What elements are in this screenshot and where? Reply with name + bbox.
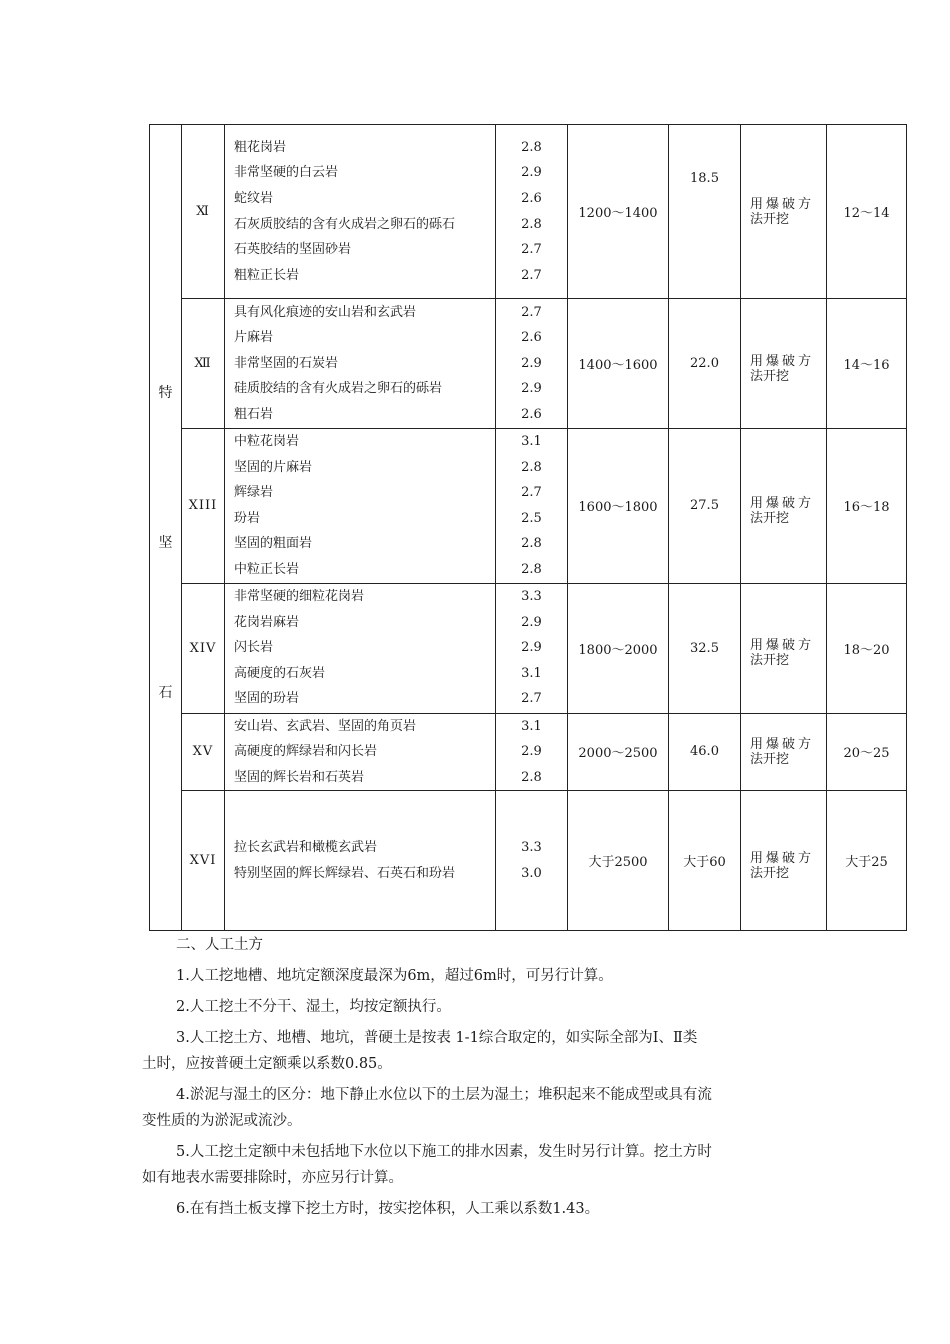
table-row — [150, 583, 907, 713]
strength-cell: 2000～2500 — [568, 713, 669, 791]
density-value: 2.6 — [521, 406, 542, 422]
density-cell — [496, 299, 568, 429]
density-value: 3.3 — [521, 840, 542, 856]
method-line: 法开挖 — [750, 865, 790, 881]
density-value: 2.7 — [521, 485, 542, 501]
category-char: 特 — [158, 384, 173, 401]
paragraph: 3.人工挖土方、地槽、地坑，普硬土是按表 1-1综合取定的，如实际全部为Ⅰ、Ⅱ类 — [176, 1030, 698, 1046]
table-row — [150, 429, 907, 584]
density-cell — [496, 713, 568, 791]
drill-cell: 27.5 — [669, 429, 741, 584]
paragraph: 变性质的为淤泥或流沙。 — [142, 1113, 302, 1129]
method-line: 法开挖 — [750, 751, 790, 767]
table-row — [150, 125, 907, 299]
rock-names-cell — [225, 791, 496, 931]
rock-names-cell — [225, 299, 496, 429]
method-cell — [741, 429, 827, 584]
method-line: 用爆破方 — [750, 638, 815, 654]
paragraph: 2.人工挖土不分干、湿土，均按定额执行。 — [176, 999, 451, 1015]
density-value: 2.6 — [521, 330, 542, 346]
drill-cell: 大于60 — [669, 791, 741, 931]
rock-name: 坚固的粗面岩 — [234, 536, 313, 552]
category-char: 石 — [158, 684, 173, 701]
grade-cell: XVI — [182, 791, 225, 931]
rock-name: 非常坚硬的白云岩 — [234, 165, 339, 181]
paragraph: 土时，应按普硬土定额乘以系数0.85。 — [142, 1056, 392, 1072]
method-line: 法开挖 — [750, 653, 790, 669]
strength-cell: 大于2500 — [568, 791, 669, 931]
rock-name: 高硬度的辉绿岩和闪长岩 — [234, 744, 378, 760]
drill-cell: 22.0 — [669, 299, 741, 429]
rock-name: 坚固的玢岩 — [234, 691, 300, 707]
density-value: 2.7 — [521, 267, 542, 283]
rock-name: 辉绿岩 — [234, 485, 274, 501]
density-value: 2.9 — [521, 381, 542, 397]
strength-cell: 1200～1400 — [568, 125, 669, 299]
density-value: 2.8 — [521, 459, 542, 475]
density-cell — [496, 125, 568, 299]
density-value: 2.7 — [521, 691, 542, 707]
rock-name: 蛇纹岩 — [234, 190, 274, 206]
paragraph: 4.淤泥与湿土的区分：地下静止水位以下的土层为湿土；堆积起来不能成型或具有流 — [176, 1087, 712, 1103]
method-line: 法开挖 — [750, 368, 790, 384]
rock-name: 玢岩 — [234, 510, 261, 526]
coefficient-cell: 18～20 — [827, 583, 907, 713]
density-value: 2.7 — [521, 304, 542, 320]
rock-name: 非常坚硬的细粒花岗岩 — [234, 589, 365, 605]
density-value: 2.9 — [521, 744, 542, 760]
density-value: 3.3 — [521, 589, 542, 605]
drill-cell: 32.5 — [669, 583, 741, 713]
coefficient-cell: 16～18 — [827, 429, 907, 584]
drill-cell: 46.0 — [669, 713, 741, 791]
coefficient-cell: 20～25 — [827, 713, 907, 791]
rock-name: 粗石岩 — [234, 406, 274, 422]
strength-cell: 1600～1800 — [568, 429, 669, 584]
rock-name: 花岗岩麻岩 — [234, 614, 300, 630]
rock-names-cell — [225, 583, 496, 713]
density-cell — [496, 583, 568, 713]
method-line: 用爆破方 — [750, 196, 815, 212]
grade-cell: XIII — [182, 429, 225, 584]
paragraph: 1.人工挖地槽、地坑定额深度最深为6m，超过6m时，可另行计算。 — [176, 968, 613, 984]
grade-cell: XV — [182, 713, 225, 791]
density-value: 3.1 — [521, 434, 542, 449]
paragraph: 5.人工挖土定额中未包括地下水位以下施工的排水因素，发生时另行计算。挖土方时 — [176, 1144, 712, 1160]
grade-cell: XIV — [182, 583, 225, 713]
strength-cell: 1400～1600 — [568, 299, 669, 429]
rock-name: 安山岩、玄武岩、坚固的角页岩 — [234, 718, 417, 734]
paragraph: 6.在有挡土板支撑下挖土方时，按实挖体积，人工乘以系数1.43。 — [176, 1201, 600, 1217]
rock-name: 坚固的辉长岩和石英岩 — [234, 769, 365, 785]
rock-name: 粗粒正长岩 — [234, 267, 300, 283]
drill-cell: 18.5 — [669, 125, 741, 299]
method-line: 用爆破方 — [750, 736, 815, 752]
density-value: 2.8 — [521, 769, 542, 785]
paragraph: 如有地表水需要排除时，亦应另行计算。 — [142, 1170, 403, 1186]
rock-name: 粗花岗岩 — [234, 139, 287, 155]
density-cell — [496, 791, 568, 931]
density-value: 2.9 — [521, 165, 542, 181]
rock-names-cell — [225, 125, 496, 299]
rock-name: 坚固的片麻岩 — [234, 459, 313, 475]
method-cell — [741, 299, 827, 429]
coefficient-cell: 14～16 — [827, 299, 907, 429]
table-row — [150, 791, 907, 931]
coefficient-cell: 12～14 — [827, 125, 907, 299]
strength-cell: 1800～2000 — [568, 583, 669, 713]
method-line: 用爆破方 — [750, 850, 815, 866]
density-value: 3.1 — [521, 718, 542, 734]
method-cell — [741, 125, 827, 299]
rock-name: 具有风化痕迹的安山岩和玄武岩 — [234, 304, 417, 320]
density-value: 2.6 — [521, 190, 542, 206]
method-cell — [741, 583, 827, 713]
coefficient-cell: 大于25 — [827, 791, 907, 931]
rock-name: 中粒花岗岩 — [234, 434, 300, 449]
method-line: 用爆破方 — [750, 353, 815, 369]
category-cell — [150, 125, 182, 931]
table-row — [150, 299, 907, 429]
grade-cell: Ⅻ — [182, 299, 225, 429]
rock-name: 石灰质胶结的含有火成岩之卵石的砾石 — [234, 216, 456, 232]
method-line: 用爆破方 — [750, 495, 815, 511]
density-value: 2.9 — [521, 640, 542, 656]
method-cell — [741, 713, 827, 791]
density-value: 2.8 — [521, 216, 542, 232]
rock-classification-table — [149, 124, 907, 931]
table-row — [150, 713, 907, 791]
density-value: 2.7 — [521, 242, 542, 258]
density-value: 2.8 — [521, 561, 542, 577]
rock-names-cell — [225, 429, 496, 584]
method-cell — [741, 791, 827, 931]
rock-name: 闪长岩 — [234, 640, 274, 656]
rock-name: 中粒正长岩 — [234, 561, 300, 577]
rock-names-cell — [225, 713, 496, 791]
grade-cell: Ⅺ — [182, 125, 225, 299]
density-cell — [496, 429, 568, 584]
rock-name: 石英胶结的坚固砂岩 — [234, 242, 352, 258]
rock-name: 高硬度的石灰岩 — [234, 665, 326, 681]
density-value: 2.5 — [521, 510, 542, 526]
method-line: 法开挖 — [750, 510, 790, 526]
category-char: 坚 — [158, 534, 173, 551]
rock-name: 拉长玄武岩和橄榄玄武岩 — [234, 840, 378, 856]
rock-name: 片麻岩 — [234, 330, 274, 346]
rock-name: 特别坚固的辉长辉绿岩、石英石和玢岩 — [234, 865, 456, 881]
method-line: 法开挖 — [750, 211, 790, 227]
rock-name: 非常坚固的石炭岩 — [234, 355, 339, 371]
density-value: 2.8 — [521, 536, 542, 552]
section-title: 二、人工土方 — [176, 937, 263, 953]
density-value: 2.9 — [521, 355, 542, 371]
density-value: 3.0 — [521, 865, 542, 881]
density-value: 2.8 — [521, 139, 542, 155]
density-value: 2.9 — [521, 614, 542, 630]
density-value: 3.1 — [521, 665, 542, 681]
rock-name: 硅质胶结的含有火成岩之卵石的砾岩 — [234, 381, 443, 397]
